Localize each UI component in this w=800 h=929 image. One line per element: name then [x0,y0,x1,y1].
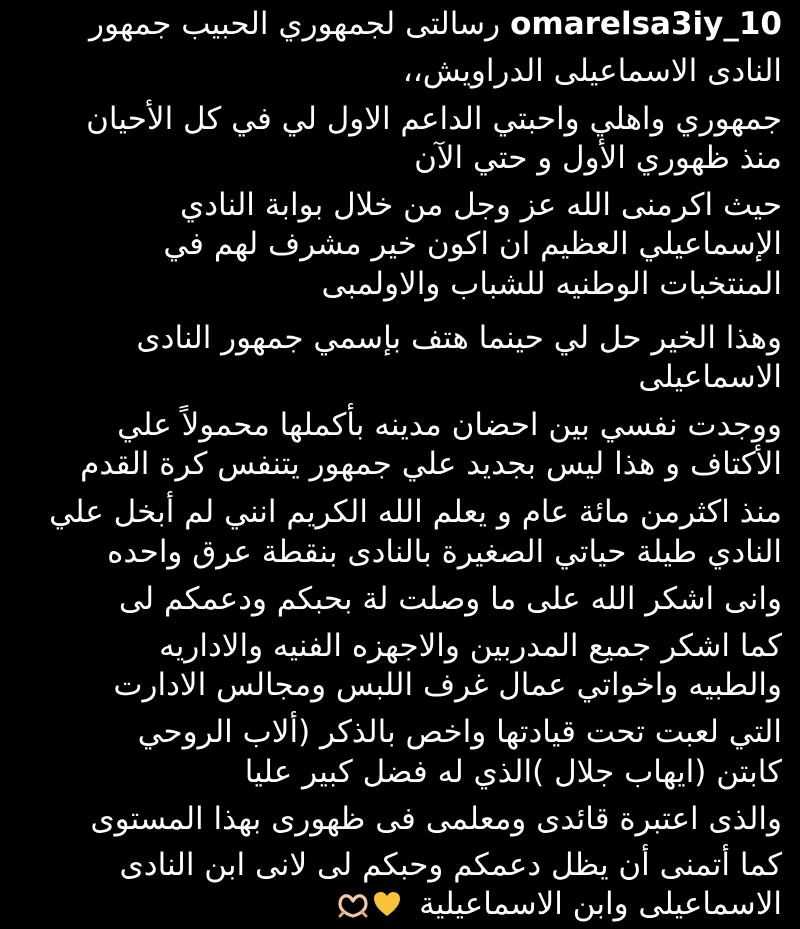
caption-text: رسالتى لجمهوري الحبيب جمهور [89,6,501,42]
caption-line: الأكتاف و هذا ليس بجديد علي جمهور يتنفس كرة القدم [80,446,782,482]
caption-line [18,4,782,44]
caption-line: منذ اكثرمن مائة عام و يعلم الله الكريم انني لم أبخل علي [49,494,782,530]
username-link[interactable]: omarelsa3iy_10 [510,6,782,42]
yellow-heart-icon [373,891,401,917]
caption-line: كابتن (ايهاب جلال )الذي له فضل كبير عليا [244,754,782,790]
caption-line: كما اشكر جميع المدربين والاجهزه الفنيه والاداريه [159,628,782,664]
caption-line: الإسماعيلي العظيم ان اكون خير مشرف لهم في [163,226,782,262]
caption-line: الاسماعيلى [638,359,782,395]
caption-line: النادي طيلة حياتي الصغيرة بالنادى بنقطة عرق واحده [107,534,782,570]
emoji-group [337,884,411,924]
caption-line: كما أتمنى أن يظل دعمكم وحبكم لى لانى ابن النادى [119,847,782,883]
caption-line: وانى اشكر الله على ما وصلت لة بحبكم ودعمكم لى [118,581,782,617]
caption-line [18,884,782,924]
caption-line: والذى اعتبرة قائدى ومعلمى فى ظهورى بهذا المستوى [90,801,782,837]
caption-line: جمهوري واهلي واحبتي الداعم الاول لي في كل الأحيان [86,101,782,137]
caption-text: الاسماعيلى وابن الاسماعيلية [419,886,782,922]
caption-line: منذ ظهوري الأول و حتي الآن [414,140,782,176]
caption-line: التي لعبت تحت قيادتها واخص بالذكر (ألاب الروحي [137,714,782,750]
caption-line: المنتخبات الوطنيه للشباب والاولمبى [321,266,782,302]
caption-line: والطبيه واخواتي عمال غرف اللبس ومجالس الادارت [113,667,782,703]
caption-line: ووجدت نفسي بين احضان مدينه بأكملها محمولاً علي [117,407,782,443]
heart-hands-icon [337,890,369,918]
caption-line: حيث اكرمنى الله عز وجل من خلال بوابة النادي [179,187,782,223]
caption-line: النادى الاسماعيلى الدراويش،، [402,53,782,89]
caption-line: وهذا الخير حل لي حينما هتف بإسمي جمهور النادى [136,320,782,356]
